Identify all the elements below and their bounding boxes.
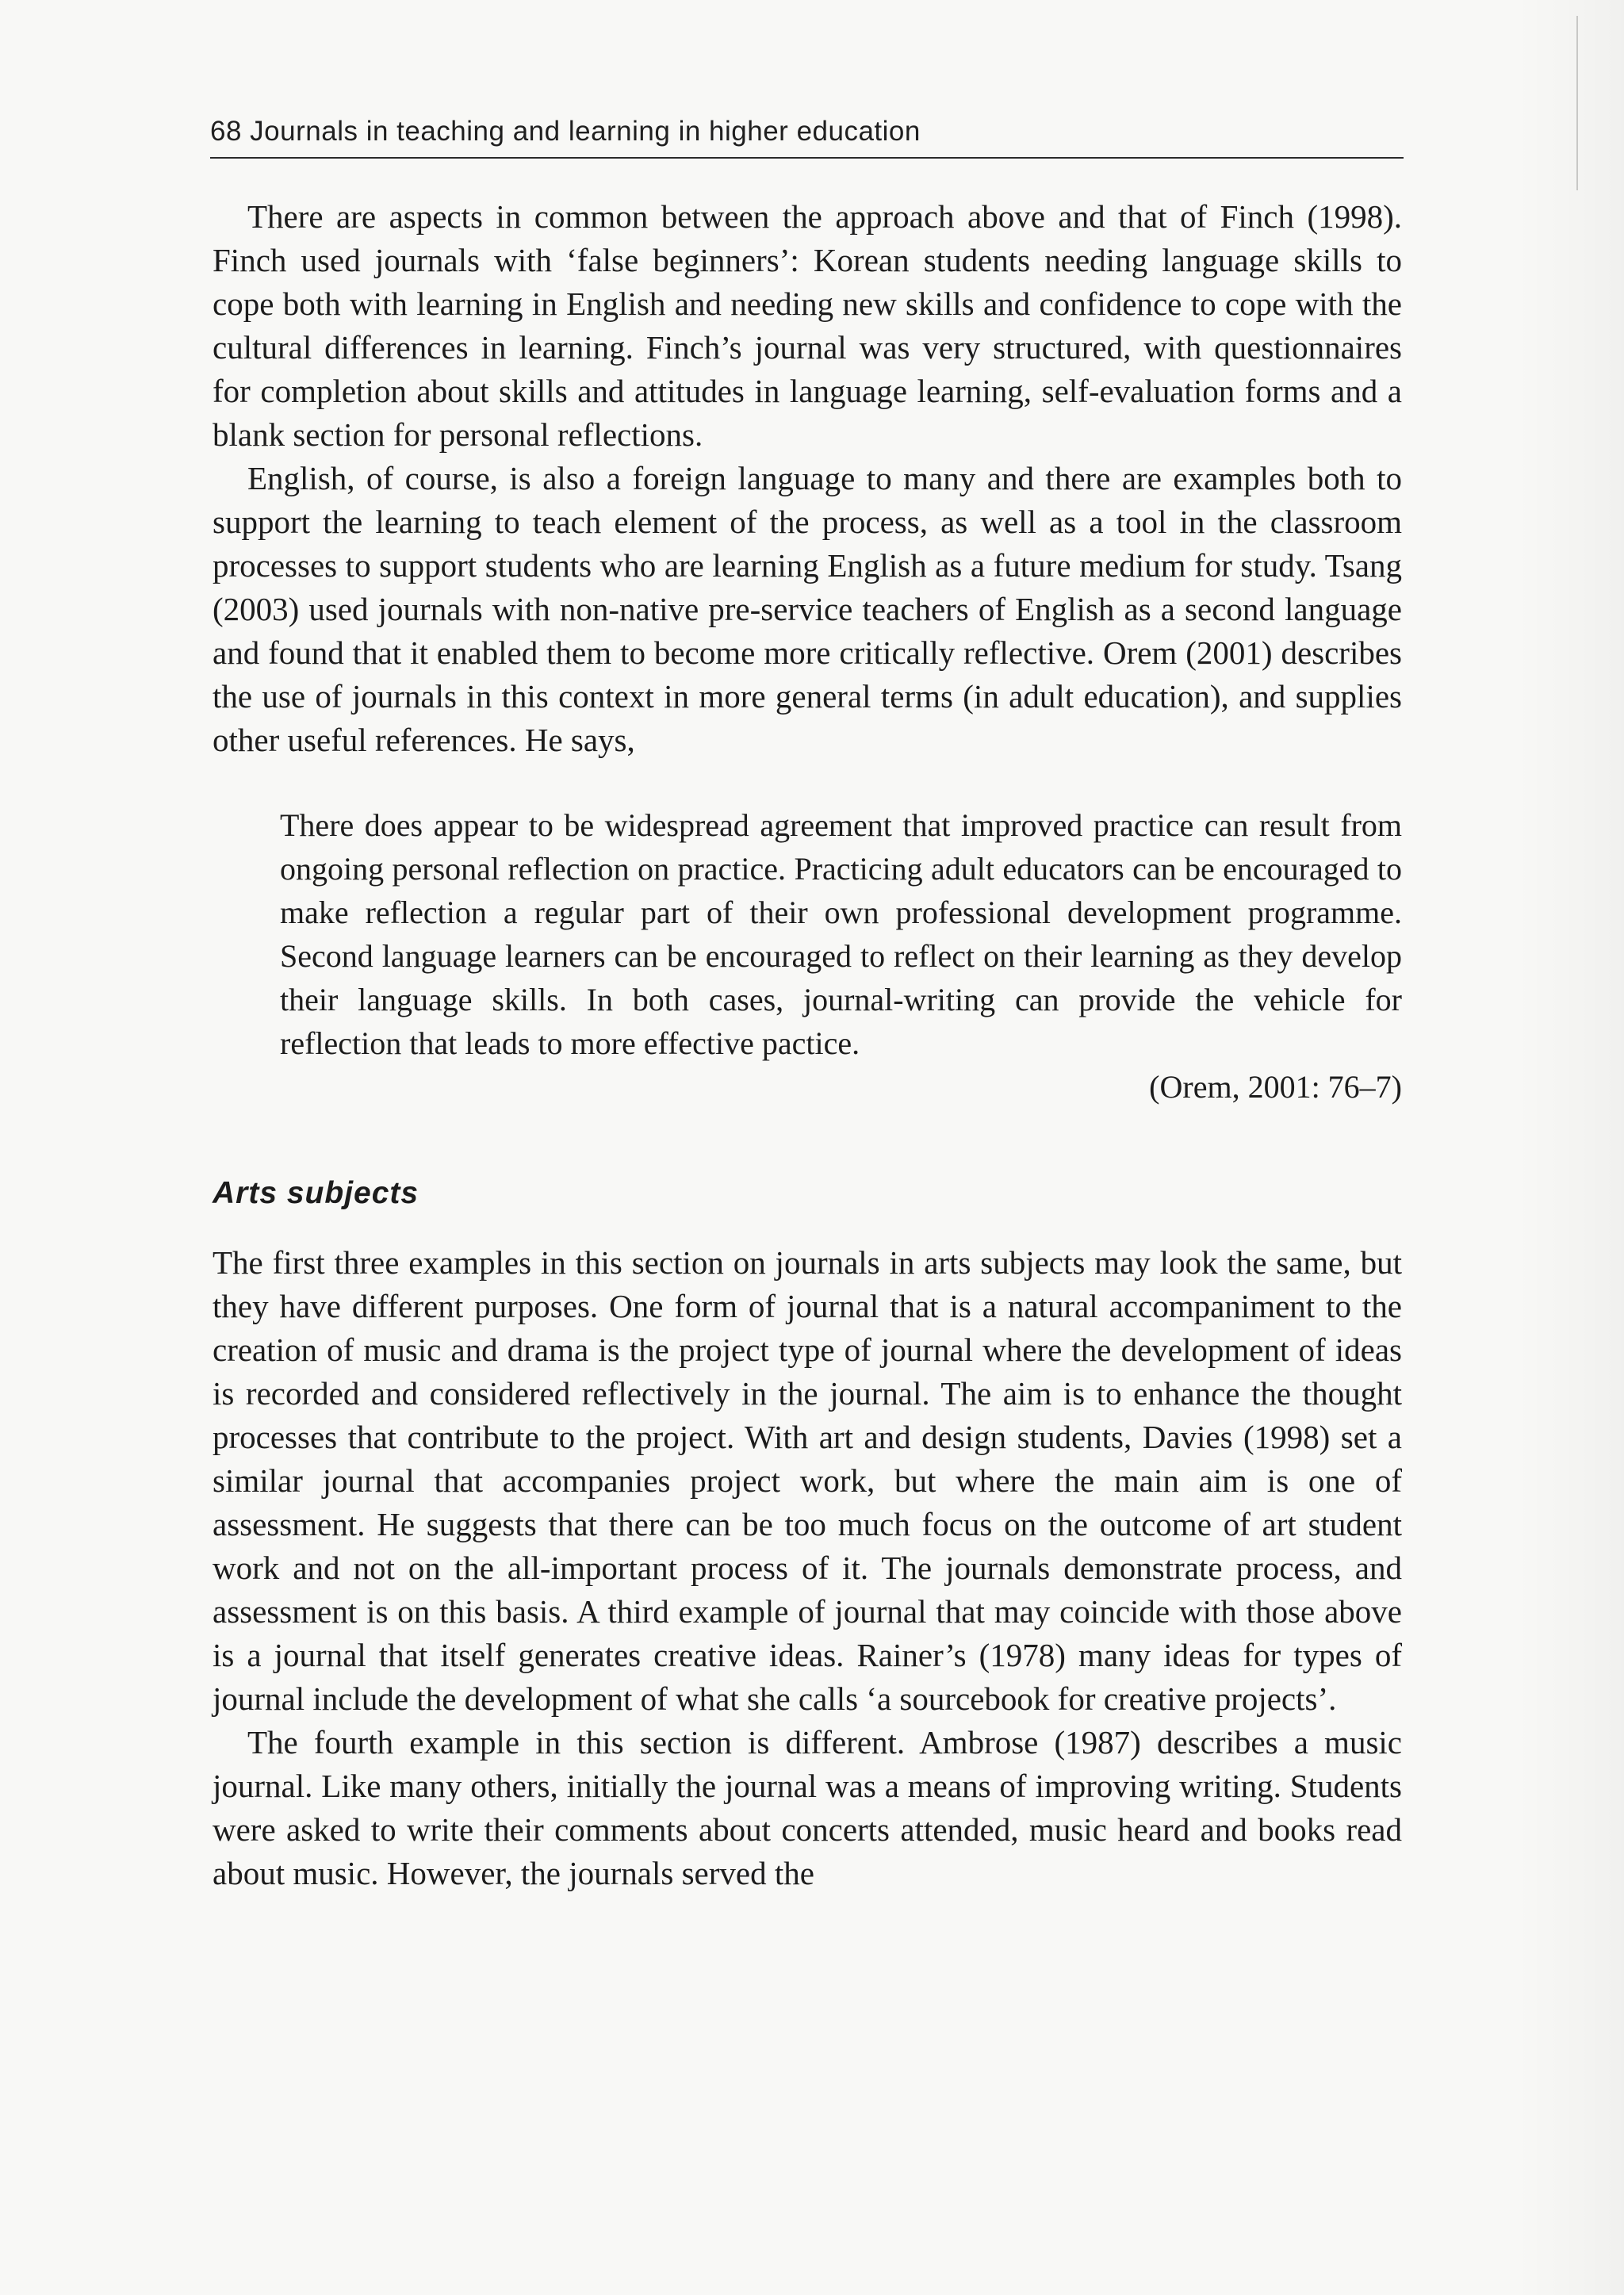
quote-text: There does appear to be widespread agreement that improved practice can result from ongoing personal reflection on practice. Practicing adult educators can be encouraged to make reflection a regular part of their own professional development programme. Second language learners can be encouraged to reflect on their learning as they develop their language skills. In both cases, journal-writing can provide the vehicle for reflection that leads to more effective pactice.: [280, 807, 1402, 1061]
page-number: 68: [210, 116, 242, 147]
running-header: [210, 111, 1404, 159]
paragraph-english-foreign-language: English, of course, is also a foreign language to many and there are examples both to support the learning to teach element of the process, as well as a tool in the classroom processes to support students who are learning English as a future medium for study. Tsang (2003) used journals with non-native pre-service teachers of English as a second language and found that it enabled them to become more critically reflective. Orem (2001) describes the use of journals in this context in more general terms (in adult education), and supplies other useful references. He says,: [213, 460, 1402, 758]
paragraph-music-journal: The fourth example in this section is different. Ambrose (1987) describes a music journal. Like many others, initially the journal was a means of improving writing. Students were asked to write their comments about concerts attended, music heard and books read about music. However, the journals served the: [213, 1724, 1402, 1891]
paragraph-finch: There are aspects in common between the approach above and that of Finch (1998). Finch used journals with ‘false beginners’: Korean students needing language skills to cope both with learning in English and needing new skills and confidence to cope with the cultural differences in learning. Finch’s journal was very structured, with questionnaires for completion about skills and attitudes in language learning, self-evaluation forms and a blank section for personal reflections.: [213, 198, 1402, 453]
block-quote: [280, 803, 1402, 1109]
header-text: [210, 111, 921, 152]
binding-edge-mark: [1576, 16, 1578, 190]
paragraph-arts-examples: The first three examples in this section on journals in arts subjects may look the same, but they have different purposes. One form of journal that is a natural accompaniment to the creation of music and drama is the project type of journal where the development of ideas is recorded and considered reflectively in the journal. The aim is to enhance the thought processes that contribute to the project. With art and design students, Davies (1998) set a similar journal that accompanies project work, but where the main aim is one of assessment. He suggests that there can be too much focus on the outcome of art student work and not on the all-important process of it. The journals demonstrate process, and assessment is on this basis. A third example of journal that may coincide with those above is a journal that itself generates creative ideas. Rainer’s (1978) many ideas for types of journal include the development of what she calls ‘a sourcebook for creative projects’.: [213, 1244, 1402, 1717]
body-text: [213, 195, 1402, 1895]
running-title: Journals in teaching and learning in higher education: [250, 116, 921, 147]
quote-citation: (Orem, 2001: 76–7): [1149, 1069, 1402, 1105]
page-edge-shadow: [1513, 0, 1624, 2295]
section-heading-arts-subjects: Arts subjects: [213, 1176, 419, 1210]
